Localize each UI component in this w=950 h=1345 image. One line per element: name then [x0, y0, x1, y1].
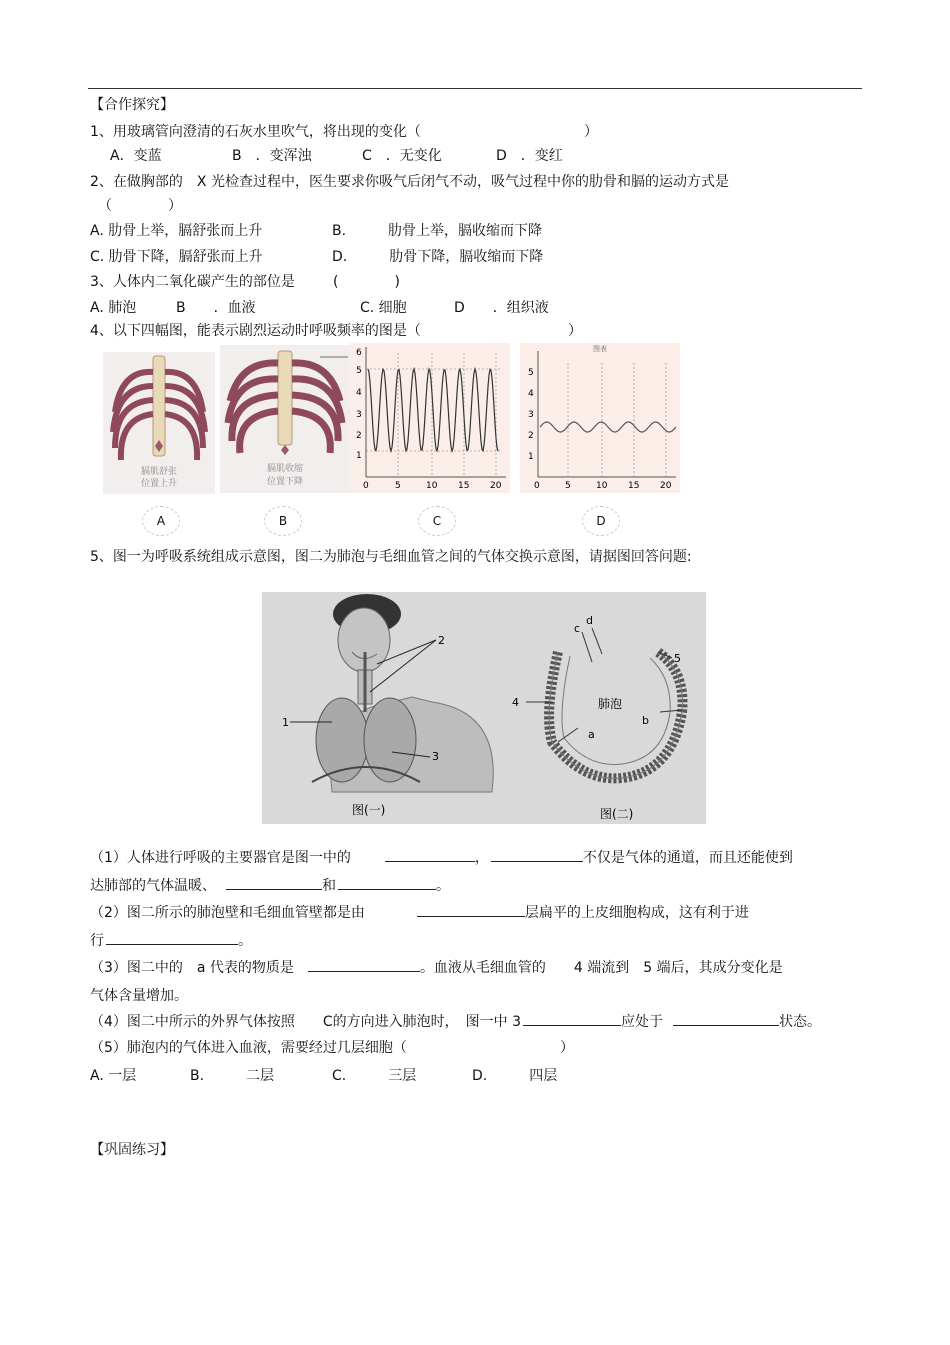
fig2-alveolus-label: 肺泡	[598, 697, 623, 711]
fig-a-caption-line2: 位置上升	[140, 479, 178, 489]
q5-p3-line2: 气体含量增加。	[90, 988, 188, 1004]
chart-c-ytick-4: 4	[356, 388, 362, 398]
chart-c-ytick-1: 1	[356, 451, 362, 461]
breathing-chart-d	[520, 343, 680, 493]
q5-p5-option-b: B. 二层	[190, 1068, 275, 1084]
fig2-label-5: 5	[674, 652, 681, 665]
q5-p5-close-paren: ）	[560, 1040, 574, 1056]
q5-blank-3[interactable]	[226, 875, 322, 890]
q2-option-d: D. 肋骨下降，膈收缩而下降	[332, 249, 544, 265]
breathing-chart-c	[350, 343, 510, 493]
q2-option-b: B. 肋骨上举，膈收缩而下降	[332, 223, 543, 239]
q5-blank-6[interactable]	[106, 930, 238, 945]
q5-p2-line2: 行 。	[90, 930, 252, 950]
q3-stem: 3、人体内二氧化碳产生的部位是	[90, 274, 295, 290]
ribcage-figure-a	[103, 352, 215, 494]
respiratory-figure	[262, 592, 706, 824]
ribcage-figure-b	[220, 345, 350, 493]
chart-c-xtick-10: 10	[426, 481, 438, 491]
fig2-label-4: 4	[512, 696, 519, 709]
chart-c-xtick-0: 0	[363, 481, 369, 491]
q4-label-b: B	[264, 506, 302, 536]
fig-b-caption-line1: 膈肌收缩	[266, 464, 304, 474]
fig1-label-3: 3	[432, 750, 439, 763]
q1-option-b: B ．变浑浊	[232, 148, 312, 164]
chart-d-xtick-5: 5	[565, 481, 571, 491]
chart-c-xtick-5: 5	[395, 481, 401, 491]
q3-option-d: D ．组织液	[454, 300, 549, 316]
chart-d-title: 图表	[593, 345, 607, 353]
chart-d-ytick-5: 5	[528, 368, 534, 378]
fig1-label-1: 1	[282, 716, 289, 729]
fig2-label-c: c	[574, 622, 581, 635]
chart-c-xtick-15: 15	[458, 481, 470, 491]
top-rule	[88, 88, 862, 89]
chart-d-ytick-4: 4	[528, 389, 534, 399]
q4-close-paren: ）	[568, 323, 582, 339]
q5-blank-2[interactable]	[491, 847, 583, 862]
q1-option-d: D ．变红	[496, 148, 563, 164]
chart-c-ytick-5: 5	[356, 366, 362, 376]
fig2-label-b: b	[642, 714, 649, 727]
q3-option-b: B ．血液	[176, 300, 256, 316]
q5-p1-line1: （1）人体进行呼吸的主要器官是图一中的 ， 不仅是气体的通道，而且还能使到	[90, 847, 793, 867]
fig2-label-d: d	[586, 614, 593, 627]
q5-p5-stem: （5）肺泡内的气体进入血液，需要经过几层细胞（	[90, 1040, 407, 1056]
q1-stem: 1、用玻璃管向澄清的石灰水里吹气，将出现的变化（	[90, 124, 421, 140]
chart-d-xtick-15: 15	[628, 481, 640, 491]
q5-blank-5[interactable]	[417, 902, 525, 917]
fig1-caption: 图(一)	[352, 803, 386, 817]
q5-blank-1[interactable]	[385, 847, 475, 862]
q2-paren: （ ）	[98, 198, 182, 214]
chart-c-ytick-2: 2	[356, 431, 362, 441]
q1-close-paren: ）	[584, 124, 598, 140]
fig2-label-a: a	[588, 728, 595, 741]
q4-label-a: A	[142, 506, 180, 536]
q2-option-c: C. 肋骨下降，膈舒张而上升	[90, 249, 263, 265]
chart-c-xtick-20: 20	[490, 481, 502, 491]
chart-c-ytick-6: 6	[356, 348, 362, 358]
q3-option-c: C. 细胞	[360, 300, 407, 316]
q5-p3-line1: （3）图二中的 a 代表的物质是 。血液从毛细血管的 4 端流到 5 端后，其成分变化是	[90, 957, 783, 977]
q5-stem: 5、图一为呼吸系统组成示意图，图二为肺泡与毛细血管之间的气体交换示意图，请据图回答问题:	[90, 549, 692, 565]
chart-d-ytick-1: 1	[528, 452, 534, 462]
section-title-cooperative: 【合作探究】	[90, 97, 174, 113]
q4-label-c: C	[418, 506, 456, 536]
q5-p5-option-d: D. 四层	[472, 1068, 558, 1084]
q4-label-d: D	[582, 506, 620, 536]
q5-blank-7[interactable]	[308, 957, 420, 972]
chart-d-xtick-10: 10	[596, 481, 608, 491]
chart-c-ytick-3: 3	[356, 410, 362, 420]
chart-d-xtick-20: 20	[660, 481, 672, 491]
fig-a-caption-line1: 膈肌舒张	[140, 467, 178, 477]
q1-option-a: A．变蓝	[110, 148, 162, 164]
chart-d-ytick-2: 2	[528, 431, 534, 441]
q2-stem: 2、在做胸部的 X 光检查过程中，医生要求你吸气后闭气不动，吸气过程中你的肋骨和膈的运动方式是	[90, 174, 729, 190]
q5-p5-option-a: A. 一层	[90, 1068, 137, 1084]
q5-blank-4[interactable]	[338, 875, 436, 890]
q5-blank-9[interactable]	[673, 1011, 779, 1026]
chart-d-ytick-3: 3	[528, 410, 534, 420]
q1-option-c: C ．无变化	[362, 148, 442, 164]
q5-blank-8[interactable]	[523, 1011, 621, 1026]
q3-paren: ( )	[333, 274, 400, 290]
q5-p5-option-c: C. 三层	[332, 1068, 417, 1084]
q5-p2-line1: （2）图二所示的肺泡壁和毛细血管壁都是由 层扁平的上皮细胞构成，这有利于进	[90, 902, 749, 922]
q4-stem: 4、以下四幅图，能表示剧烈运动时呼吸频率的图是（	[90, 323, 421, 339]
fig2-caption: 图(二)	[600, 807, 634, 821]
chart-d-xtick-0: 0	[534, 481, 540, 491]
section-title-practice: 【巩固练习】	[90, 1142, 174, 1158]
fig1-label-2: 2	[438, 634, 445, 647]
q5-p4: （4）图二中所示的外界气体按照 C的方向进入肺泡时， 图一中 3 应处于 状态。	[90, 1011, 821, 1031]
fig-b-caption-line2: 位置下降	[266, 477, 304, 487]
q5-p1-line2: 达肺部的气体温暖、 和 。	[90, 875, 450, 895]
q3-option-a: A. 肺泡	[90, 300, 137, 316]
q2-option-a: A. 肋骨上举，膈舒张而上升	[90, 223, 263, 239]
